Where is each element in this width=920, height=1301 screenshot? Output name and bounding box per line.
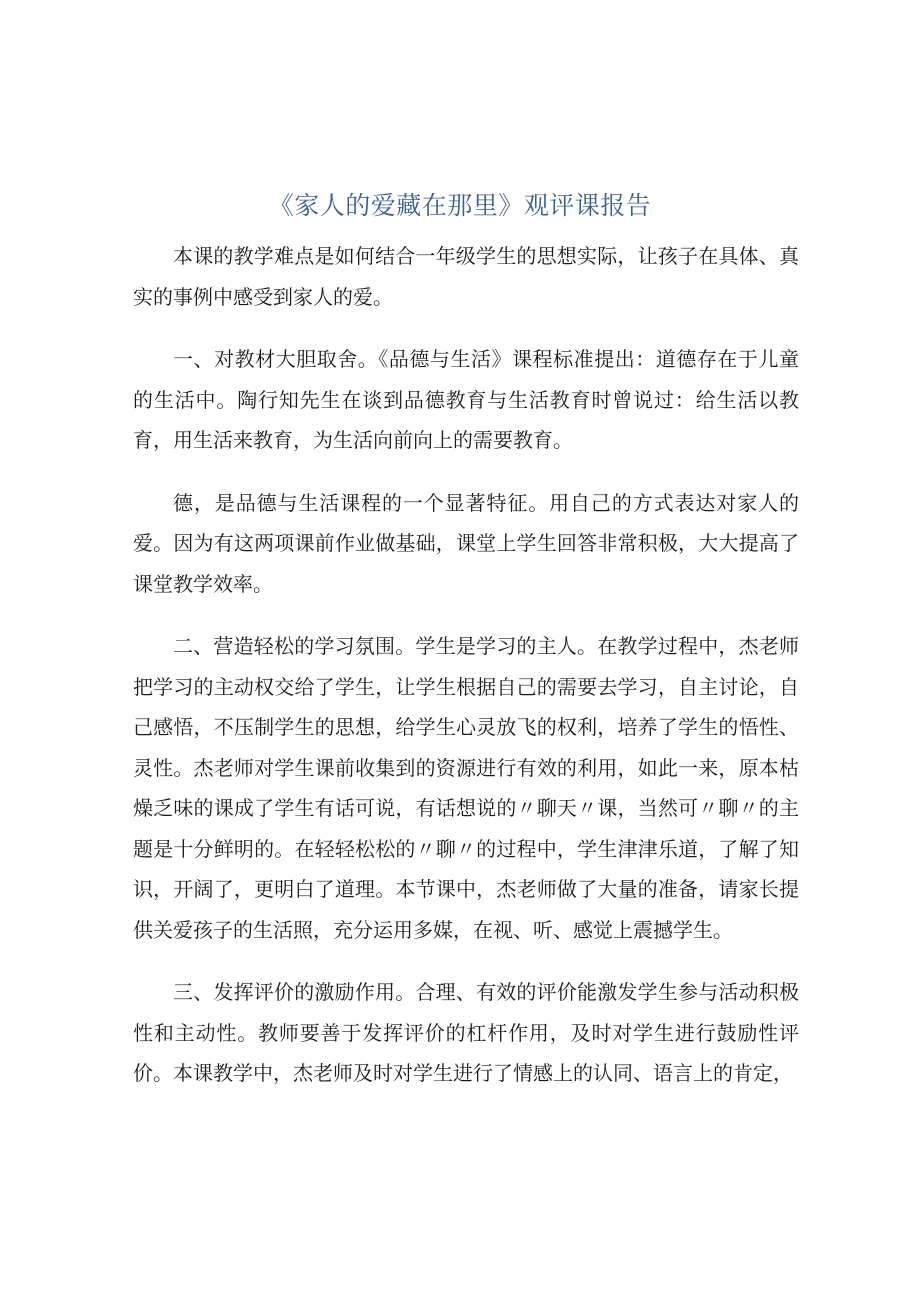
paragraph-section-one: 一、对教材大胆取舍。《品德与生活》课程标准提出：道德存在于儿童的生活中。陶行知先生在谈到品德教育与生活教育时曾说过：给生活以教育，用生活来教育，为生活向前向上的需要教育。 bbox=[133, 347, 799, 452]
document-title: 《家人的爱藏在那里》观评课报告 bbox=[268, 191, 652, 220]
paragraph-section-two: 二、营造轻松的学习氛围。学生是学习的主人。在教学过程中，杰老师把学习的主动权交给了学生，让学生根据自己的需要去学习，自主讨论，自己感悟，不压制学生的思想，给学生心灵放飞的权利，培养了学生的悟性、灵性。杰老师对学生课前收集到的资源进行有效的利用，如此一来，原本枯燥乏味的课成了学生有话可说，有话想说的〃聊天〃课，当然可〃聊〃的主题是十分鲜明的。在轻轻松松的〃聊〃的过程中，学生津津乐道，了解了知识，开阔了，更明白了道理。本节课中，杰老师做了大量的准备，请家长提供关爱孩子的生活照，充分运用多媒，在视、听、感觉上震撼学生。 bbox=[133, 634, 799, 942]
document-body bbox=[133, 236, 799, 1116]
paragraph-virtue: 德，是品德与生活课程的一个显著特征。用自己的方式表达对家人的爱。因为有这两项课前作业做基础，课堂上学生回答非常积极，大大提高了课堂教学效率。 bbox=[133, 490, 799, 596]
paragraph-intro: 本课的教学难点是如何结合一年级学生的思想实际，让孩子在具体、真实的事例中感受到家人的爱。 bbox=[133, 244, 799, 309]
paragraph-section-three: 三、发挥评价的激励作用。合理、有效的评价能激发学生参与活动积极性和主动性。教师要善于发挥评价的杠杆作用，及时对学生进行鼓励性评价。本课教学中，杰老师及时对学生进行了情感上的认同、语言上的肯定， bbox=[133, 980, 799, 1085]
